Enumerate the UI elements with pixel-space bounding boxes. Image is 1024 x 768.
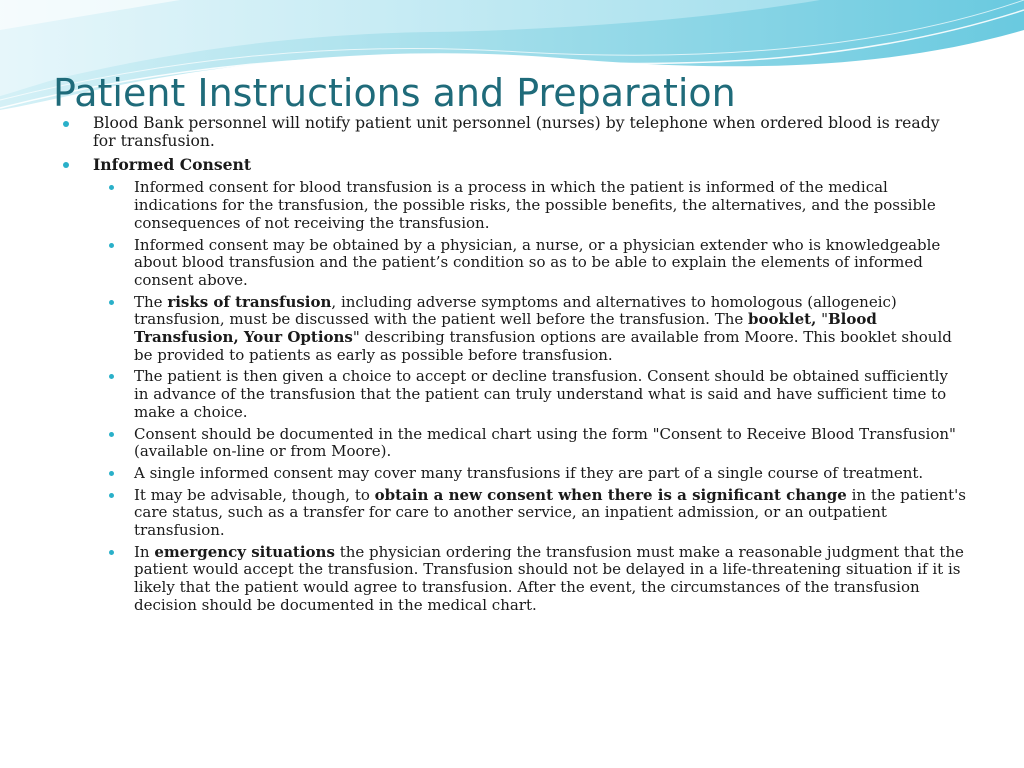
sub-bullet-text: Informed consent may be obtained by a physician, a nurse, or a physician extender who is knowledgeable about blood transfusion and the patient’s condition so as to be able to explain the elements of informed consent above. — [134, 235, 941, 289]
bullet-dot-icon — [109, 493, 114, 498]
sub-bullet-item — [62, 426, 967, 461]
slide-content — [62, 115, 967, 620]
bullet-dot-icon — [109, 471, 114, 476]
bullet-dot-icon — [109, 243, 114, 248]
sub-bullet-text: A single informed consent may cover many transfusions if they are part of a single course of treatment. — [134, 463, 924, 482]
bullet-dot-icon — [109, 374, 114, 379]
bullet-item — [62, 156, 967, 615]
slide-title: Patient Instructions and Preparation — [53, 71, 736, 115]
sub-bullet-item — [62, 237, 967, 290]
bullet-item — [62, 115, 967, 151]
text-run: In — [134, 542, 155, 561]
bullet-dot-icon — [109, 300, 114, 305]
text-run: , including adverse symptoms and alternatives to homologous (allogeneic) transfusion, must be discussed with the patient well before the transfusion. The — [134, 292, 897, 329]
text-run: " — [816, 310, 828, 329]
text-run: in the patient's care status, such as a transfer for care to another service, an inpatient admission, or an outpatient transfusion. — [134, 485, 966, 540]
text-run: " describing transfusion options are available from Moore. This booklet should be provided to patients as early as possible before transfusion. — [134, 328, 952, 364]
text-run: the physician ordering the transfusion must make a reasonable judgment that the patient would accept the transfusion. Transfusion should not be delayed in a life-threatening situation if it is likely that the patient would agree to transfusion. After the event, the circumstances of the transfusion decision should be documented in the medical chart. — [134, 542, 964, 614]
sub-bullet-item — [62, 294, 967, 365]
bullet-dot-icon — [63, 162, 69, 168]
sub-bullet-item — [62, 179, 967, 232]
bullet-dot-icon — [109, 185, 114, 190]
sub-bullet-item — [62, 487, 967, 540]
text-run: It may be advisable, though, to — [134, 485, 375, 504]
sub-bullet-item — [62, 544, 967, 615]
sub-bullet-text: Informed consent for blood transfusion is a process in which the patient is informed of the medical indications for the transfusion, the possible risks, the possible benefits, the alternatives, and the possible consequences of not receiving the transfusion. — [134, 178, 936, 232]
section-heading: Informed Consent — [93, 154, 252, 174]
sub-bullet-item — [62, 368, 967, 421]
bullet-dot-icon — [109, 432, 114, 437]
text-run: The — [134, 292, 168, 311]
bold-run: risks of transfusion — [167, 292, 332, 311]
bullet-dot-icon — [63, 121, 69, 127]
sub-bullet-item — [62, 465, 967, 483]
sub-bullet-text: Consent should be documented in the medical chart using the form "Consent to Receive Blood Transfusion" (available on-line or from Moore). — [134, 424, 956, 461]
bullet-text: Blood Bank personnel will notify patient unit personnel (nurses) by telephone when ordered blood is ready for transfusion. — [93, 114, 940, 150]
bold-run: emergency situations — [154, 542, 335, 561]
bold-run: booklet, — [748, 310, 817, 329]
sub-bullet-text: The patient is then given a choice to accept or decline transfusion. Consent should be obtained sufficiently in advance of the transfusion that the patient can truly understand what is said and have sufficient time to make a choice. — [134, 367, 948, 421]
sub-bullet-list — [62, 179, 967, 614]
bold-run: obtain a new consent when there is a significant change — [374, 485, 847, 504]
bold-run: Blood Transfusion, Your Options — [134, 310, 877, 347]
bullet-dot-icon — [109, 550, 114, 555]
